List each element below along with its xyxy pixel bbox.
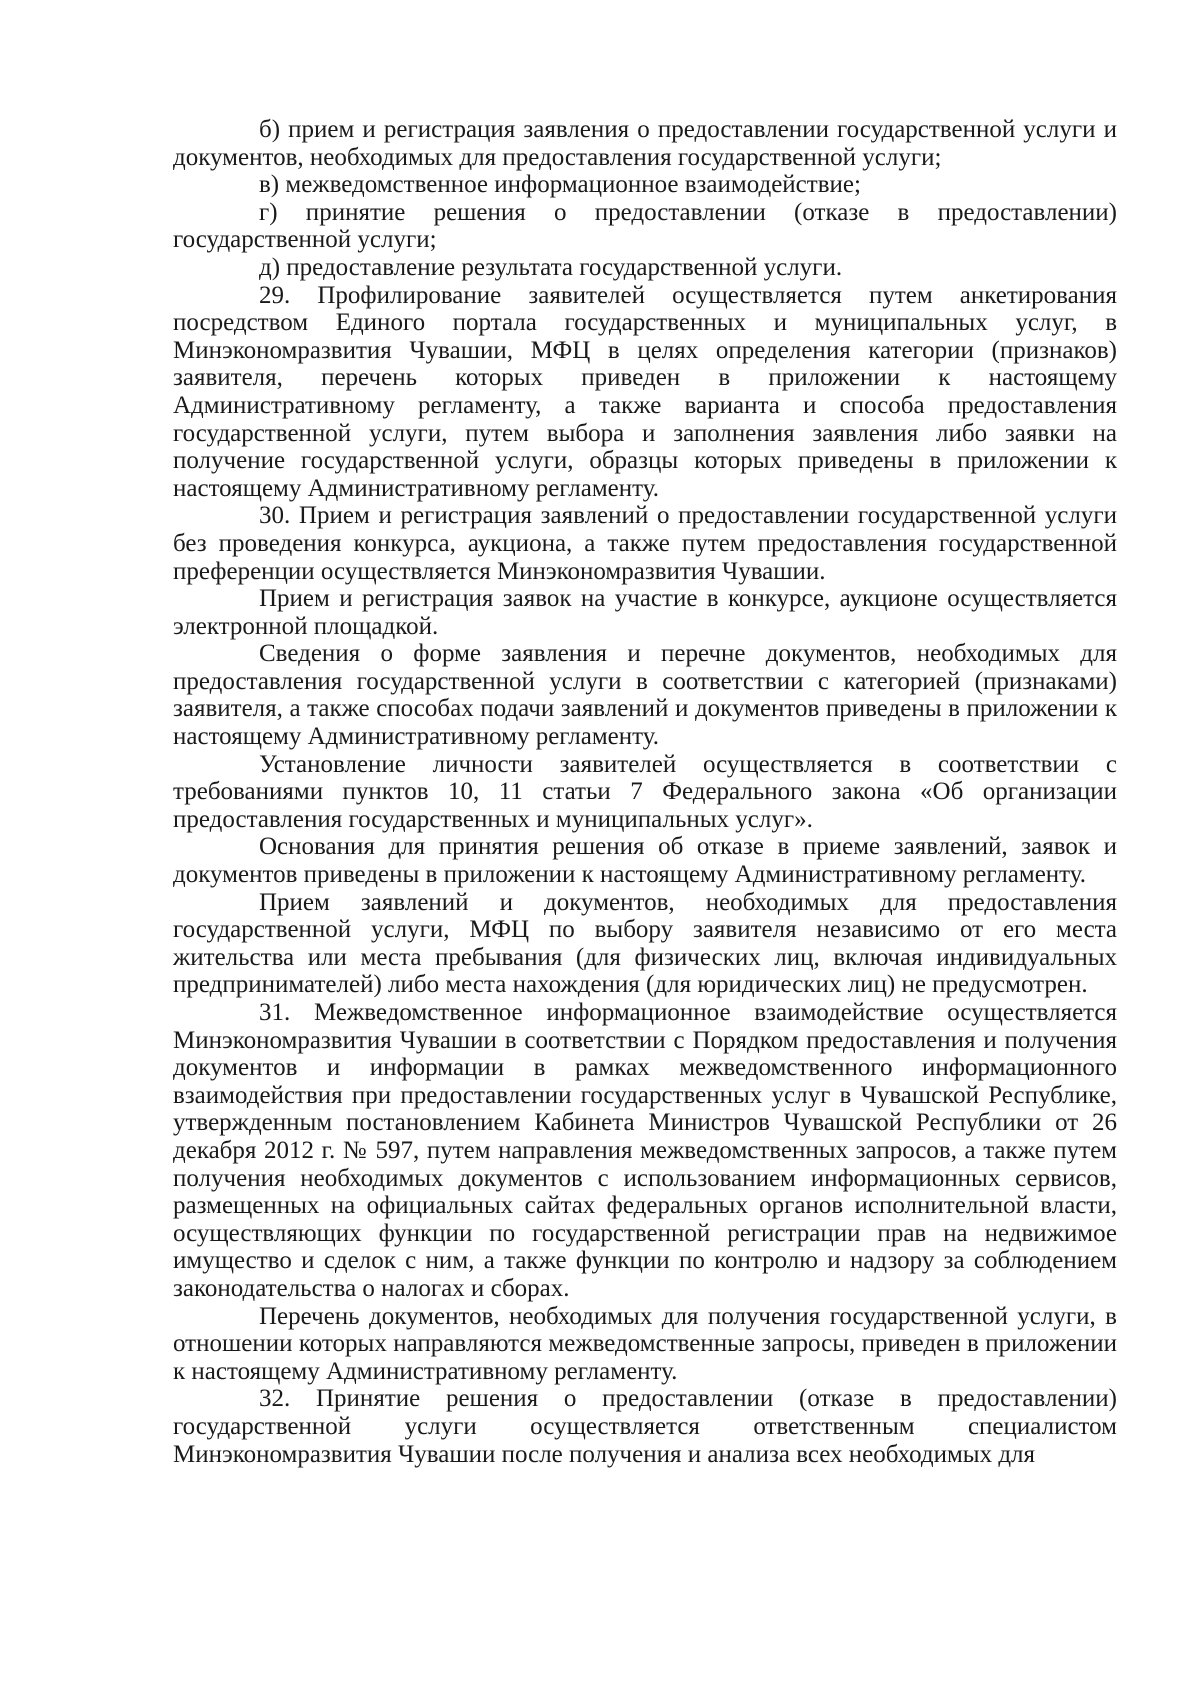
paragraph-30-applications: Прием и регистрация заявок на участие в конкурсе, аукционе осуществляется электронной площадкой. <box>173 585 1117 640</box>
paragraph-30: 30. Прием и регистрация заявлений о предоставлении государственной услуги без проведения конкурса, аукциона, а также путем предоставления государственной преференции осуществляется Минэкономразвития Чувашии. <box>173 502 1117 585</box>
paragraph-30-form-info: Сведения о форме заявления и перечне документов, необходимых для предоставления государственной услуги в соответствии с категорией (признаками) заявителя, а также способах подачи заявлений и документов приведены в приложении к настоящему Административному регламенту. <box>173 640 1117 751</box>
paragraph-32: 32. Принятие решения о предоставлении (отказе в предоставлении) государственной услуги осуществляется ответственным специалистом Минэкономразвития Чувашии после получения и анализа всех необходимых для <box>173 1385 1117 1468</box>
paragraph-d: д) предоставление результата государственной услуги. <box>259 253 843 281</box>
paragraph-v: в) межведомственное информационное взаимодействие; <box>259 171 861 199</box>
paragraph-31-document-list: Перечень документов, необходимых для получения государственной услуги, в отношении которых направляются межведомственные запросы, приведен в приложении к настоящему Административному регламенту. <box>173 1302 1117 1385</box>
paragraph-30-mfc: Прием заявлений и документов, необходимых для предоставления государственной услуги, МФЦ по выбору заявителя независимо от его места жительства или места пребывания (для физических лиц, включая индивидуальных предпринимателей) либо места нахождения (для юридических лиц) не предусмотрен. <box>173 888 1117 999</box>
paragraph-b: б) прием и регистрация заявления о предоставлении государственной услуги и документов, необходимых для предоставления государственной услуги; <box>173 116 1117 171</box>
paragraph-g: г) принятие решения о предоставлении (отказе в предоставлении) государственной услуги; <box>173 198 1117 254</box>
paragraph-30-refusal-grounds: Основания для принятия решения об отказе в приеме заявлений, заявок и документов приведены в приложении к настоящему Административному регламенту. <box>173 833 1117 889</box>
paragraph-30-identity: Установление личности заявителей осуществляется в соответствии с требованиями пунктов 10, 11 статьи 7 Федерального закона «Об организации предоставления государственных и муниципальных услуг». <box>173 750 1117 833</box>
paragraph-29: 29. Профилирование заявителей осуществляется путем анкетирования посредством Единого портала государственных и муниципальных услуг, в Минэкономразвития Чувашии, МФЦ в целях определения категории (признаков) заявителя, перечень которых приведен в приложении к настоящему Административному регламенту, а также варианта и способа предоставления государственной услуги, путем выбора и заполнения заявления либо заявки на получение государственной услуги, образцы которых приведены в приложении к настоящему Административному регламенту. <box>173 281 1117 502</box>
document-page <box>173 116 1117 1468</box>
paragraph-31: 31. Межведомственное информационное взаимодействие осуществляется Минэкономразвития Чувашии в соответствии с Порядком предоставления и получения документов и информации в рамках межведомственного информационного взаимодействия при предоставлении государственных услуг в Чувашской Республике, утвержденным постановлением Кабинета Министров Чувашской Республики от 26 декабря 2012 г. № 597, путем направления межведомственных запросов, а также путем получения необходимых документов с использованием информационных сервисов, размещенных на официальных сайтах федеральных органов исполнительной власти, осуществляющих функции по государственной регистрации прав на недвижимое имущество и сделок с ним, а также функции по контролю и надзору за соблюдением законодательства о налогах и сборах. <box>173 999 1117 1302</box>
